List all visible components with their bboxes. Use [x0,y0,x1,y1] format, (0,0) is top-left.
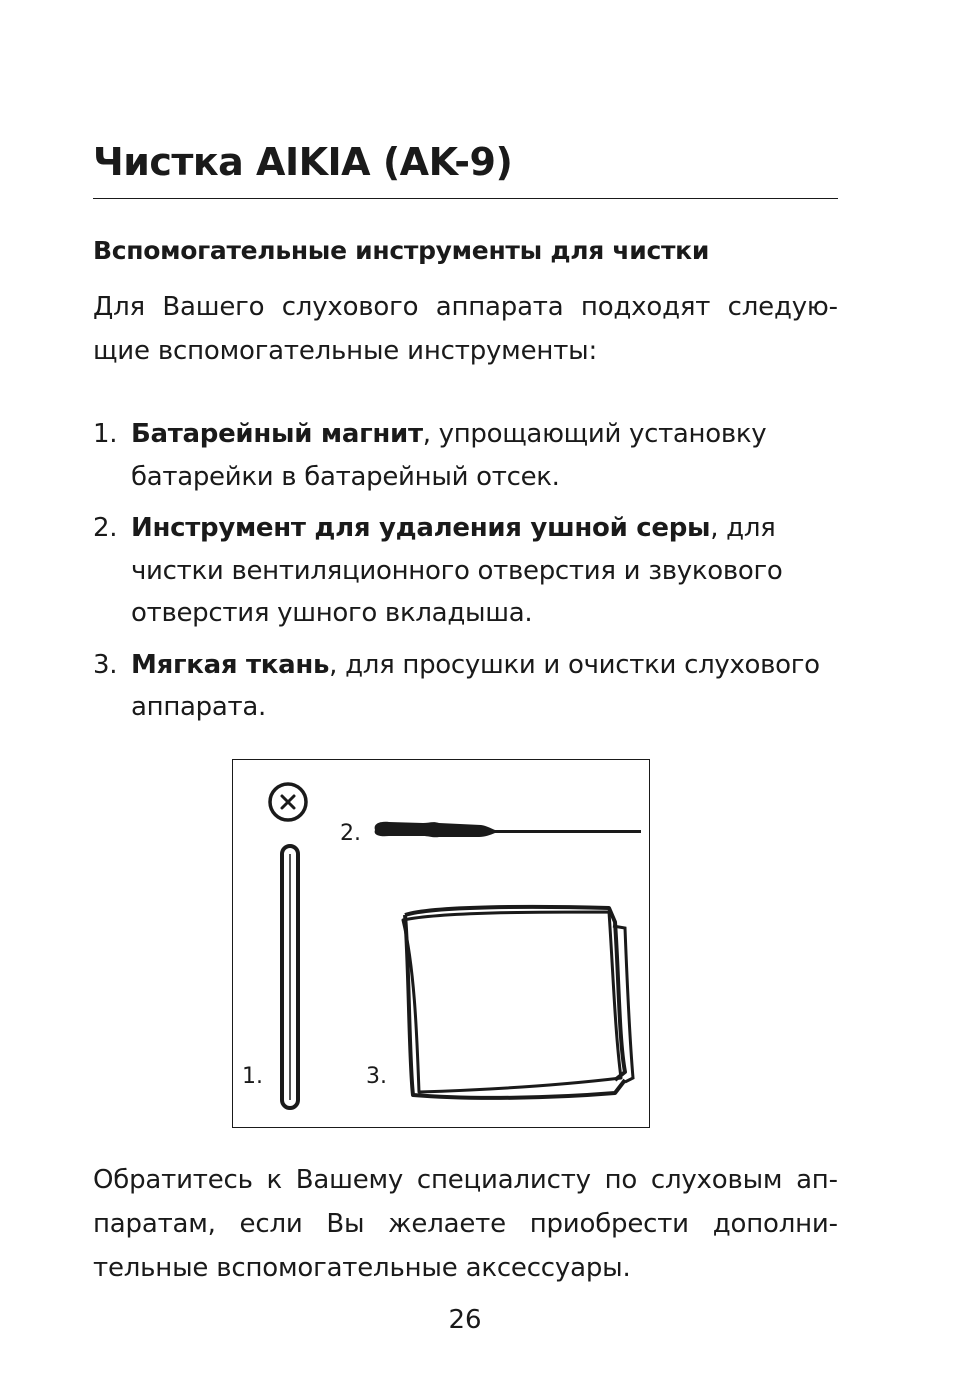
list-item-name: Батарейный магнит [131,419,423,449]
list-item-name: Инструмент для удаления ушной серы [131,513,711,543]
list-item [93,413,838,498]
section-heading: Вспомогательные инструменты для чистки [93,236,710,265]
list-item-number: 2. [93,513,118,543]
list-item [93,507,838,635]
closing-paragraph: Обратитесь к Вашему специалисту по слуховым аппаратам, если Вы желаете приобрести дополнительные вспомогательные аксессуары. [93,1165,838,1283]
list-item-description: , упрощающий установку батарейки в батарейный отсек. [131,419,767,492]
figure-label-2: 2. [340,821,361,846]
soft-cloth-icon [403,907,633,1098]
tools-illustration [232,759,650,1128]
title-divider [93,198,838,199]
wax-removal-tool-icon [375,822,641,837]
battery-magnet-icon [270,784,306,1108]
list-item-description: , для чистки вентиляционного отверстия и звукового отверстия ушного вкладыша. [131,513,783,628]
list-item-number: 3. [93,649,118,680]
figure-label-3: 3. [366,1064,387,1089]
page-title: Чистка AIKIA (AK-9) [93,140,513,184]
page-number: 26 [448,1305,482,1335]
figure-label-1: 1. [242,1064,263,1089]
list-item-description: , для просушки и очистки слухового аппарата. [131,649,820,722]
tool-list [93,413,838,738]
list-item-name: Мягкая ткань [131,649,330,680]
intro-paragraph: Для Вашего слухового аппарата подходят следующие вспомогательные инструменты: [93,292,838,366]
list-item-number: 1. [93,419,118,449]
list-item [93,644,838,729]
